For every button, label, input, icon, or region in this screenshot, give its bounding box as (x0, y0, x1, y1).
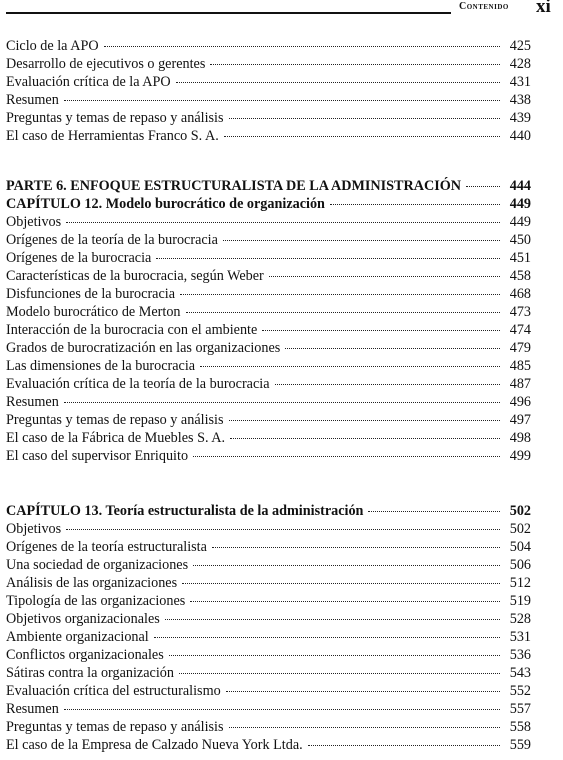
toc-entry-title: El caso de Herramientas Franco S. A. (6, 128, 219, 144)
toc-entry-page: 474 (509, 322, 531, 338)
toc-entry-page: 519 (509, 593, 531, 609)
toc-entry (6, 73, 531, 91)
toc-entry-title: Objetivos (6, 521, 62, 537)
toc-entry-page: 499 (509, 448, 531, 464)
toc-entry-title: Resumen (6, 394, 59, 410)
toc-entry-title: Evaluación crítica de la APO (6, 74, 171, 90)
toc-entry (6, 231, 531, 249)
toc-entry (6, 357, 531, 375)
toc-entry-page: 451 (509, 250, 531, 266)
toc-entry-page: 487 (509, 376, 531, 392)
toc-entry-title: Preguntas y temas de repaso y análisis (6, 412, 224, 428)
dot-leader (154, 637, 500, 638)
toc-entry (6, 127, 531, 145)
dot-leader (193, 456, 500, 457)
dot-leader (200, 366, 500, 367)
toc-entry-title: El caso de la Empresa de Calzado Nueva York Ltda. (6, 737, 303, 753)
toc-entry-page: 485 (509, 358, 531, 374)
toc-entry (6, 538, 531, 556)
toc-entry-title: Interacción de la burocracia con el ambiente (6, 322, 258, 338)
toc-entry-title: Desarrollo de ejecutivos o gerentes (6, 56, 206, 72)
toc-entry (6, 447, 531, 465)
toc-entry (6, 664, 531, 682)
toc-entry-page: 531 (509, 629, 531, 645)
toc-entry-title: Evaluación crítica del estructuralismo (6, 683, 221, 699)
dot-leader (229, 420, 501, 421)
toc-entry (6, 267, 531, 285)
toc-entry-title: Objetivos (6, 214, 62, 230)
dot-leader (64, 709, 500, 710)
toc-entry (6, 411, 531, 429)
toc-entry (6, 37, 531, 55)
toc-heading-entry (6, 177, 531, 195)
toc-entry-title: Orígenes de la teoría de la burocracia (6, 232, 218, 248)
toc-entry-page: 536 (509, 647, 531, 663)
toc-entry (6, 249, 531, 267)
dot-leader (165, 619, 500, 620)
toc-entry-title: Tipología de las organizaciones (6, 593, 186, 609)
dot-leader (210, 64, 500, 65)
toc-entry-title: CAPÍTULO 12. Modelo burocrático de organización (6, 196, 325, 212)
toc-section-chapter-13 (6, 502, 531, 754)
toc-entry (6, 213, 531, 231)
dot-leader (193, 565, 500, 566)
dot-leader (230, 438, 500, 439)
dot-leader (229, 727, 501, 728)
dot-leader (368, 511, 500, 512)
toc-entry-page: 473 (509, 304, 531, 320)
dot-leader (229, 118, 501, 119)
dot-leader (156, 258, 500, 259)
toc-entry-page: 504 (509, 539, 531, 555)
toc-entry-title: CAPÍTULO 13. Teoría estructuralista de la administración (6, 503, 364, 519)
toc-entry-page: 497 (509, 412, 531, 428)
toc-entry-page: 458 (509, 268, 531, 284)
dot-leader (169, 655, 500, 656)
toc-entry (6, 628, 531, 646)
toc-entry-page: 558 (509, 719, 531, 735)
toc-entry (6, 339, 531, 357)
toc-entry (6, 429, 531, 447)
header-rule (6, 12, 451, 14)
toc-entry (6, 682, 531, 700)
toc-entry-page: 498 (509, 430, 531, 446)
toc-entry-page: 468 (509, 286, 531, 302)
toc-entry-title: Modelo burocrático de Merton (6, 304, 181, 320)
toc-entry (6, 285, 531, 303)
toc-entry-page: 559 (509, 737, 531, 753)
toc-section-chapter-12 (6, 177, 531, 465)
toc-entry-title: Preguntas y temas de repaso y análisis (6, 110, 224, 126)
toc-entry (6, 393, 531, 411)
toc-entry-page: 431 (509, 74, 531, 90)
toc-entry-page: 496 (509, 394, 531, 410)
dot-leader (466, 186, 500, 187)
toc-entry-page: 502 (509, 521, 531, 537)
toc-entry (6, 610, 531, 628)
dot-leader (285, 348, 500, 349)
toc-entry (6, 55, 531, 73)
toc-entry (6, 700, 531, 718)
dot-leader (182, 583, 500, 584)
toc-entry-title: Orígenes de la teoría estructuralista (6, 539, 207, 555)
toc-entry (6, 109, 531, 127)
toc-entry-title: Ciclo de la APO (6, 38, 99, 54)
dot-leader (212, 547, 500, 548)
toc-entry-title: Las dimensiones de la burocracia (6, 358, 196, 374)
page-number: xi (536, 0, 551, 17)
toc-entry-title: Una sociedad de organizaciones (6, 557, 189, 573)
toc-entry-page: 449 (509, 214, 531, 230)
toc-entry (6, 303, 531, 321)
dot-leader (190, 601, 500, 602)
toc-entry (6, 91, 531, 109)
toc-entry-title: Objetivos organizacionales (6, 611, 160, 627)
toc-entry-page: 439 (509, 110, 531, 126)
dot-leader (308, 745, 500, 746)
dot-leader (223, 240, 500, 241)
toc-heading-entry (6, 195, 531, 213)
dot-leader (262, 330, 500, 331)
toc-entry (6, 520, 531, 538)
toc-entry-title: Sátiras contra la organización (6, 665, 174, 681)
dot-leader (186, 312, 500, 313)
toc-entry-title: Grados de burocratización en las organizaciones (6, 340, 281, 356)
toc-entry (6, 646, 531, 664)
dot-leader (64, 402, 500, 403)
toc-entry-page: 425 (509, 38, 531, 54)
toc-entry (6, 375, 531, 393)
dot-leader (66, 222, 500, 223)
dot-leader (224, 136, 500, 137)
dot-leader (176, 82, 500, 83)
toc-entry-page: 440 (509, 128, 531, 144)
dot-leader (180, 294, 500, 295)
toc-entry-title: Conflictos organizacionales (6, 647, 164, 663)
dot-leader (269, 276, 500, 277)
toc-entry-title: Orígenes de la burocracia (6, 250, 152, 266)
toc-entry-title: El caso del supervisor Enriquito (6, 448, 189, 464)
toc-entry-page: 528 (509, 611, 531, 627)
toc-entry (6, 736, 531, 754)
dot-leader (179, 673, 500, 674)
toc-entry (6, 556, 531, 574)
toc-heading-entry (6, 502, 531, 520)
toc-entry-title: Resumen (6, 92, 59, 108)
toc-entry-page: 557 (509, 701, 531, 717)
dot-leader (104, 46, 500, 47)
toc-entry (6, 574, 531, 592)
toc-entry-title: Evaluación crítica de la teoría de la burocracia (6, 376, 270, 392)
toc-entry-title: Resumen (6, 701, 59, 717)
running-header-label: Contenido (459, 1, 509, 12)
toc-entry-title: El caso de la Fábrica de Muebles S. A. (6, 430, 226, 446)
toc-entry-page: 450 (509, 232, 531, 248)
toc-entry-page: 512 (509, 575, 531, 591)
dot-leader (226, 691, 500, 692)
toc-entry-title: Preguntas y temas de repaso y análisis (6, 719, 224, 735)
toc-entry-page: 502 (509, 503, 531, 519)
toc-entry-page: 449 (509, 196, 531, 212)
toc-entry-page: 479 (509, 340, 531, 356)
toc-entry (6, 321, 531, 339)
toc-entry-title: Ambiente organizacional (6, 629, 149, 645)
dot-leader (330, 204, 500, 205)
toc-entry (6, 592, 531, 610)
toc-section-chapter-11-end (6, 37, 531, 145)
dot-leader (275, 384, 500, 385)
toc-entry-title: Análisis de las organizaciones (6, 575, 178, 591)
dot-leader (66, 529, 500, 530)
toc-entry-page: 428 (509, 56, 531, 72)
toc-entry-page: 438 (509, 92, 531, 108)
toc-entry-page: 444 (509, 178, 531, 194)
toc-entry-page: 506 (509, 557, 531, 573)
toc-entry (6, 718, 531, 736)
toc-entry-title: Disfunciones de la burocracia (6, 286, 175, 302)
toc-entry-page: 552 (509, 683, 531, 699)
toc-entry-title: Características de la burocracia, según Weber (6, 268, 264, 284)
dot-leader (64, 100, 500, 101)
toc-entry-title: PARTE 6. ENFOQUE ESTRUCTURALISTA DE LA ADMINISTRACIÓN (6, 178, 462, 194)
toc-entry-page: 543 (509, 665, 531, 681)
